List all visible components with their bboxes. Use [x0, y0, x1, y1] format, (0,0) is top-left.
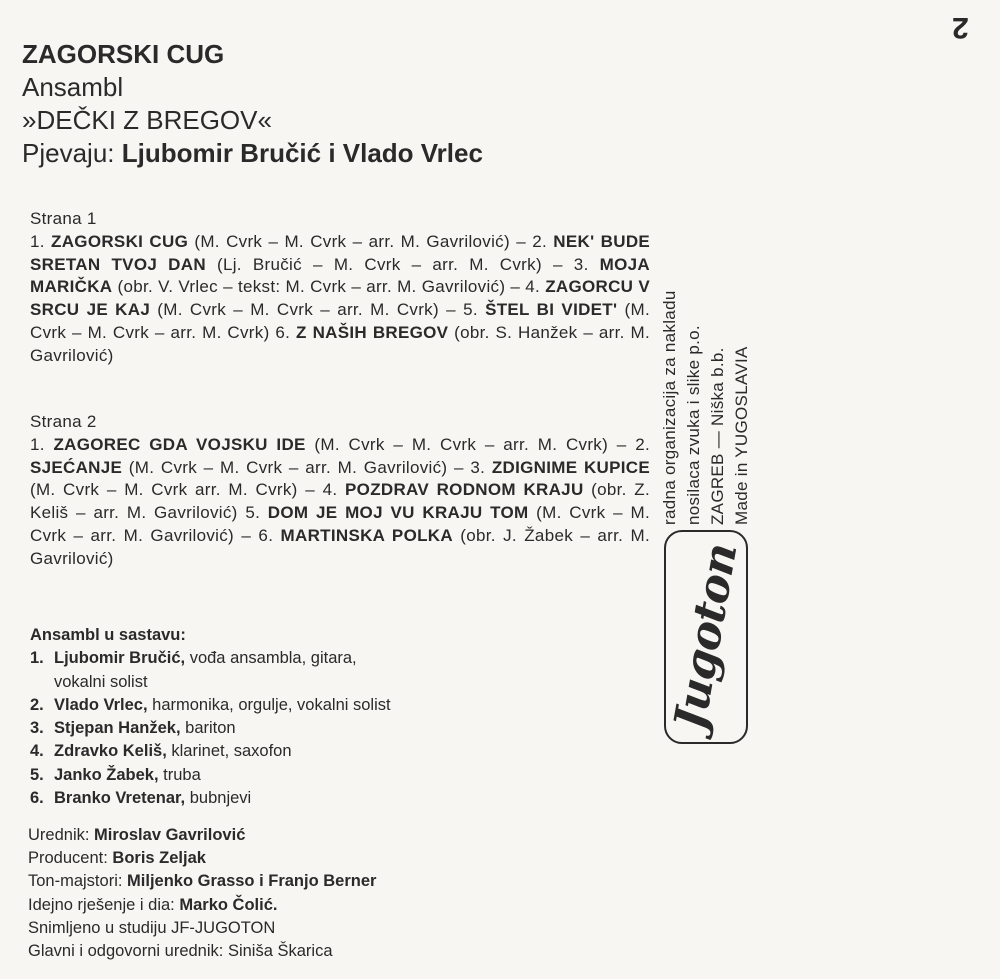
track-number: – 2.: [616, 434, 650, 454]
member-row: [30, 694, 670, 717]
credit-label: Glavni i odgovorni urednik:: [28, 942, 224, 961]
ensemble-name: »DEČKI Z BREGOV«: [22, 105, 272, 135]
member-row: [30, 717, 670, 740]
credit-row: [28, 894, 668, 917]
track-number: 5.: [245, 503, 261, 523]
track-title: Z NAŠIH BREGOV: [296, 322, 449, 342]
singers-names: Ljubomir Bručić i Vlado Vrlec: [121, 138, 483, 168]
side-1-label: Strana 1: [30, 209, 97, 228]
track-title: MOJA MARIČKA: [30, 254, 650, 297]
track-title: POZDRAV RODNOM KRAJU: [345, 480, 584, 500]
corner-mark: 2: [952, 11, 969, 44]
publisher-line-1: radna organizacija za nakladu: [660, 290, 679, 525]
members-list: [30, 647, 670, 810]
track-number: 6.: [275, 322, 291, 342]
member-number: 5.: [30, 765, 44, 784]
member-role: truba: [163, 765, 201, 784]
track-title: ZAGORSKI CUG: [51, 231, 189, 251]
track-number: 1.: [30, 434, 45, 454]
track-number: – 4.: [510, 277, 541, 297]
credit-value: Miljenko Grasso i Franjo Berner: [127, 872, 377, 891]
track-credit: (M. Cvrk – M. Cvrk – arr. M. Gavrilović): [128, 457, 448, 477]
credit-row: [28, 847, 668, 870]
member-name: Vlado Vrlec,: [54, 695, 148, 714]
member-role-cont: vokalni solist: [54, 672, 148, 691]
track-number: – 6.: [241, 525, 274, 545]
logo-text: Jugoton: [664, 540, 748, 734]
track-credit: (M. Cvrk – M. Cvrk – arr. M. Cvrk): [157, 300, 439, 320]
credit-row: [28, 940, 668, 963]
member-role: bariton: [185, 719, 236, 738]
credit-label: Idejno rješenje i dia:: [28, 895, 175, 914]
track-title: SJEĆANJE: [30, 457, 123, 477]
track: [30, 435, 608, 454]
ensemble-label: Ansambl: [22, 72, 124, 102]
jugoton-logo: [664, 530, 748, 744]
member-name: Zdravko Keliš,: [54, 742, 167, 761]
side-2-tracklist: [30, 434, 650, 571]
track-number: – 3.: [552, 254, 589, 274]
publisher-line-2: nosilaca zvuka i slike p.o.: [684, 325, 703, 525]
credit-value: Marko Čolić.: [179, 895, 278, 914]
member-name: Ljubomir Bručić,: [54, 649, 186, 668]
track-credit: (M. Cvrk – M. Cvrk – arr. M. Cvrk): [314, 434, 609, 454]
publisher-line-4: Made in YUGOSLAVIA: [732, 346, 751, 525]
track-credit: (obr. Z. Keliš – arr. M. Gavrilović): [30, 480, 650, 523]
credit-value: Siniša Škarica: [227, 942, 333, 961]
credit-label: Ton-majstori:: [28, 872, 123, 891]
track-credit: (Lj. Bručić – M. Cvrk – arr. M. Cvrk): [217, 254, 542, 274]
track: [30, 232, 510, 251]
singers-label: Pjevaju:: [22, 138, 115, 168]
track-credit: (M. Cvrk – M. Cvrk – arr. M. Cvrk): [30, 300, 650, 342]
track-title: ZAGOREC GDA VOJSKU IDE: [53, 434, 306, 454]
singers-line: [22, 137, 483, 170]
track-credit: (obr. J. Žabek – arr. M. Gavrilović): [30, 525, 650, 568]
publisher-info: [660, 205, 780, 525]
credit-row: [28, 917, 668, 940]
track-title: NEK' BUDE SRETAN TVOJ DAN: [30, 231, 651, 274]
credit-label: Snimljeno u studiju: [28, 918, 167, 937]
members-heading: Ansambl u sastavu:: [30, 626, 186, 644]
members-block: [30, 624, 670, 810]
member-role: klarinet, saxofon: [171, 742, 292, 761]
track-credit: (obr. V. Vrlec – tekst: M. Cvrk – arr. M. Gavrilović): [117, 277, 506, 297]
header: [22, 38, 483, 170]
track-number: – 2.: [516, 231, 548, 251]
track-number: – 3.: [454, 457, 486, 477]
member-row: [30, 787, 670, 810]
track-credit: (M. Cvrk – M. Cvrk – arr. M. Gavrilović): [30, 503, 651, 545]
member-name: Branko Vretenar,: [54, 789, 186, 808]
publisher-line-3: ZAGREB — Niška b.b.: [708, 347, 727, 525]
credit-label: Producent:: [28, 849, 108, 868]
member-row: [30, 764, 670, 787]
member-row: [30, 647, 670, 670]
track-title: ZDIGNIME KUPICE: [491, 457, 651, 477]
member-name: Stjepan Hanžek,: [54, 719, 181, 738]
side-2-block: [30, 411, 650, 571]
credit-value: Miroslav Gavrilović: [94, 826, 246, 844]
member-number: 1.: [30, 649, 44, 668]
track-credit: (obr. S. Hanžek – arr. M. Gavrilović): [30, 322, 651, 365]
side-1-tracklist: [30, 231, 650, 368]
track-number: – 4.: [305, 480, 338, 500]
credits-block: [28, 824, 668, 963]
member-role: bubnjevi: [189, 789, 252, 808]
member-row: [30, 740, 670, 763]
credit-row: [28, 870, 668, 893]
track-credit: (M. Cvrk – M. Cvrk arr. M. Cvrk): [30, 480, 298, 500]
track-title: ZAGORCU V SRCU JE KAJ: [30, 277, 650, 320]
credit-label: Urednik:: [28, 826, 90, 844]
track-title: MARTINSKA POLKA: [280, 525, 453, 545]
track-credit: (M. Cvrk – M. Cvrk – arr. M. Gavrilović): [194, 231, 510, 251]
member-number: 2.: [30, 695, 44, 714]
side-2-label: Strana 2: [30, 412, 97, 431]
member-name: Janko Žabek,: [54, 765, 159, 784]
member-number: 6.: [30, 789, 44, 808]
album-title: ZAGORSKI CUG: [22, 39, 225, 69]
credit-value: JF-JUGOTON: [171, 918, 276, 937]
side-1-block: [30, 208, 650, 368]
track-title: ŠTEL BI VIDET': [485, 300, 618, 320]
credit-row: [28, 824, 668, 847]
member-role: harmonika, orgulje, vokalni solist: [152, 695, 391, 714]
member-role: vođa ansambla, gitara,: [189, 649, 357, 668]
track-number: 1.: [30, 231, 45, 251]
member-number: 3.: [30, 719, 44, 738]
track-number: – 5.: [446, 300, 478, 320]
track-title: DOM JE MOJ VU KRAJU TOM: [267, 503, 529, 523]
credit-value: Boris Zeljak: [112, 849, 206, 868]
member-number: 4.: [30, 742, 44, 761]
